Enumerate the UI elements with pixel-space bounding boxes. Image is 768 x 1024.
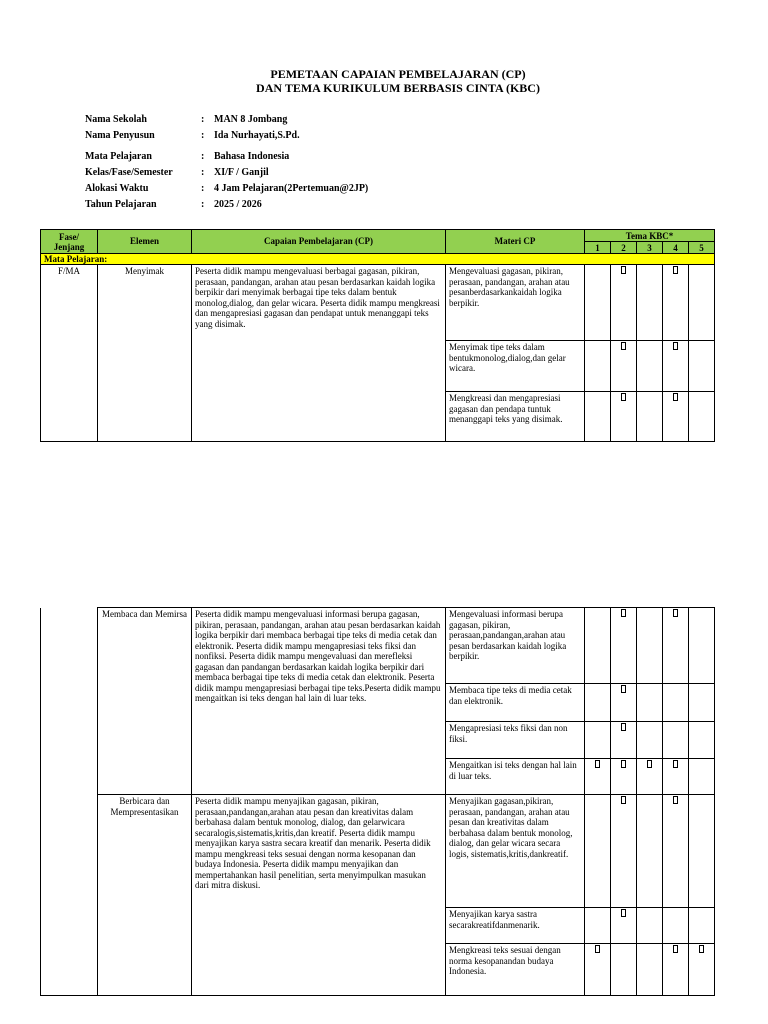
header-cp: Capaian Pembelajaran (CP) <box>192 230 446 254</box>
materi-cell: Mengkreasi dan mengapresiasi gagasan dan pendapa tuntuk menanggapi teks yang disimak. <box>446 392 585 442</box>
tema-cell <box>689 908 715 944</box>
identity-label: Alokasi Waktu <box>85 183 149 194</box>
cp-cell: Peserta didik mampu mengevaluasi berbagai gagasan, pikiran, perasaan, pandangan, arahan atau pesan berdasarkan kaidah logika berpikir dari menyimak berbagai tipe teks dalam bentuk monolog,dialog, dan gelar wicara. Peserta didik mampu mengkreasi dan mengapresiasi gagasan dan pendapat untuk menanggapi teks yang disimak. <box>192 265 446 442</box>
tema-cell <box>585 341 611 392</box>
tema-cell <box>663 795 689 908</box>
tema-cell <box>585 944 611 996</box>
checkbox-icon <box>673 393 678 401</box>
tema-cell <box>611 608 637 684</box>
checkbox-icon <box>673 796 678 804</box>
identity-colon: : <box>201 167 205 178</box>
tema-cell <box>611 759 637 795</box>
tema-cell <box>637 608 663 684</box>
tema-cell <box>637 684 663 722</box>
checkbox-icon <box>595 945 600 953</box>
checkbox-icon <box>621 685 626 693</box>
header-tema-2: 2 <box>611 242 637 254</box>
tema-cell <box>663 392 689 442</box>
materi-cell: Mengkreasi teks sesuai dengan norma kesopanandan budaya Indonesia. <box>446 944 585 996</box>
tema-cell <box>637 265 663 341</box>
header-tema-5: 5 <box>689 242 715 254</box>
tema-cell <box>689 392 715 442</box>
materi-cell: Mengevaluasi gagasan, pikiran, perasaan, pandangan, arahan atau pesanberdasarkankaidah logika berpikir. <box>446 265 585 341</box>
tema-cell <box>611 265 637 341</box>
identity-label: Tahun Pelajaran <box>85 199 157 210</box>
cp-cell: Peserta didik mampu menyajikan gagasan, pikiran, perasaan,pandangan,arahan atau pesan dan kreativitas dalam berbahasa dalam bentuk monolog, dialog, dan gelarwicara secaralogis,sistematis,kritis,dan kreatif. Peserta didik mampu menyajikan karya sastra secara kreatif dan menarik. Peserta didik mampu mengkreasi teks sesuai dengan norma kesopanan dan budaya Indonesia. Peserta didik mampu menyajikan dan mempertahankan hasil penelitian, serta menyimpulkan masukan dari mitra diskusi. <box>192 795 446 996</box>
checkbox-icon <box>673 609 678 617</box>
tema-cell <box>585 908 611 944</box>
cp-mapping-table-continued <box>40 607 715 996</box>
checkbox-icon <box>621 266 626 274</box>
tema-cell <box>611 944 637 996</box>
identity-colon: : <box>201 183 205 194</box>
identity-label: Kelas/Fase/Semester <box>85 167 173 178</box>
identity-colon: : <box>201 151 205 162</box>
tema-cell <box>637 341 663 392</box>
header-tema-3: 3 <box>637 242 663 254</box>
tema-cell <box>663 608 689 684</box>
tema-cell <box>689 684 715 722</box>
header-fase: Fase/ Jenjang <box>41 230 98 254</box>
fase-cell: F/MA <box>41 265 98 442</box>
tema-cell <box>689 759 715 795</box>
checkbox-icon <box>673 266 678 274</box>
tema-cell <box>689 265 715 341</box>
tema-cell <box>637 944 663 996</box>
identity-value: 4 Jam Pelajaran(2Pertemuan@2JP) <box>214 183 369 194</box>
tema-cell <box>611 795 637 908</box>
elemen-cell: Membaca dan Memirsa <box>98 608 192 795</box>
identity-label: Mata Pelajaran <box>85 151 152 162</box>
checkbox-icon <box>621 909 626 917</box>
tema-cell <box>637 759 663 795</box>
tema-cell <box>611 722 637 759</box>
identity-label: Nama Sekolah <box>85 114 147 125</box>
tema-cell <box>663 944 689 996</box>
checkbox-icon <box>595 760 600 768</box>
tema-cell <box>611 392 637 442</box>
tema-cell <box>585 722 611 759</box>
checkbox-icon <box>647 760 652 768</box>
header-tema-1: 1 <box>585 242 611 254</box>
header-elemen: Elemen <box>98 230 192 254</box>
identity-colon: : <box>201 130 205 141</box>
tema-cell <box>637 795 663 908</box>
header-materi: Materi CP <box>446 230 585 254</box>
tema-cell <box>663 722 689 759</box>
identity-value: Ida Nurhayati,S.Pd. <box>214 130 300 141</box>
checkbox-icon <box>673 760 678 768</box>
header-tema-4: 4 <box>663 242 689 254</box>
tema-cell <box>663 908 689 944</box>
tema-cell <box>585 392 611 442</box>
materi-cell: Membaca tipe teks di media cetak dan elektronik. <box>446 684 585 722</box>
header-tema: Tema KBC* <box>585 230 715 242</box>
materi-cell: Mengevaluasi informasi berupa gagasan, pikiran, perasaan,pandangan,arahan atau pesan berdasarkan kaidah logika berpikir. <box>446 608 585 684</box>
identity-label: Nama Penyusun <box>85 130 155 141</box>
checkbox-icon <box>621 393 626 401</box>
fase-cell-continued <box>41 608 98 996</box>
tema-cell <box>585 265 611 341</box>
tema-cell <box>663 759 689 795</box>
materi-cell: Menyimak tipe teks dalam bentukmonolog,dialog,dan gelar wicara. <box>446 341 585 392</box>
document-title-line-1: PEMETAAN CAPAIAN PEMBELAJARAN (CP) <box>270 67 526 81</box>
tema-cell <box>689 608 715 684</box>
tema-cell <box>611 684 637 722</box>
identity-value: 2025 / 2026 <box>214 199 262 210</box>
identity-value: XI/F / Ganjil <box>214 167 269 178</box>
materi-cell: Mengaitkan isi teks dengan hal lain di luar teks. <box>446 759 585 795</box>
elemen-cell: Menyimak <box>98 265 192 442</box>
tema-cell <box>689 722 715 759</box>
identity-value: Bahasa Indonesia <box>214 151 290 162</box>
identity-colon: : <box>201 114 205 125</box>
tema-cell <box>585 684 611 722</box>
cp-mapping-table <box>40 229 715 442</box>
checkbox-icon <box>673 945 678 953</box>
tema-cell <box>637 392 663 442</box>
checkbox-icon <box>621 609 626 617</box>
mata-pelajaran-row: Mata Pelajaran: <box>41 254 715 265</box>
tema-cell <box>663 684 689 722</box>
tema-cell <box>637 722 663 759</box>
tema-cell <box>637 908 663 944</box>
checkbox-icon <box>621 760 626 768</box>
checkbox-icon <box>673 342 678 350</box>
tema-cell <box>611 908 637 944</box>
checkbox-icon <box>621 342 626 350</box>
tema-cell <box>585 608 611 684</box>
cp-cell: Peserta didik mampu mengevaluasi informasi berupa gagasan, pikiran, perasaan, pandangan, arahan atau pesan berdasarkan kaidah logika berpikir dari membaca berbagai tipe teks di media cetak dan elektronik. Peserta didik mampu mengapresiasi teks fiksi dan nonfiksi. Peserta didik mampu mengevaluasi dan merefleksi gagasan dan pandangan berdasarkan kaidah logika berpikir dari membaca berbagai tipe teks di media cetak dan elektronik. Peserta didik mampu mengapresiasi berbagai tipe teks.Peserta didik mampu mengaitkan isi teks dengan hal lain di luar teks. <box>192 608 446 795</box>
tema-cell <box>611 341 637 392</box>
checkbox-icon <box>699 945 704 953</box>
materi-cell: Menyajikan karya sastra secarakreatifdanmenarik. <box>446 908 585 944</box>
tema-cell <box>689 341 715 392</box>
tema-cell <box>663 265 689 341</box>
document-title-line-2: DAN TEMA KURIKULUM BERBASIS CINTA (KBC) <box>256 81 540 95</box>
materi-cell: Menyajikan gagasan,pikiran, perasaan, pandangan, arahan atau pesan dan kreativitas dalam berbahasa dalam bentuk monolog, dialog, dan gelar wicara secara logis, sistematis,kritis,dankreatif. <box>446 795 585 908</box>
tema-cell <box>585 759 611 795</box>
elemen-cell: Berbicara dan Mempresentasikan <box>98 795 192 996</box>
tema-cell <box>689 944 715 996</box>
checkbox-icon <box>621 796 626 804</box>
identity-colon: : <box>201 199 205 210</box>
checkbox-icon <box>621 723 626 731</box>
tema-cell <box>689 795 715 908</box>
materi-cell: Mengapresiasi teks fiksi dan non fiksi. <box>446 722 585 759</box>
identity-value: MAN 8 Jombang <box>214 114 288 125</box>
tema-cell <box>585 795 611 908</box>
tema-cell <box>663 341 689 392</box>
